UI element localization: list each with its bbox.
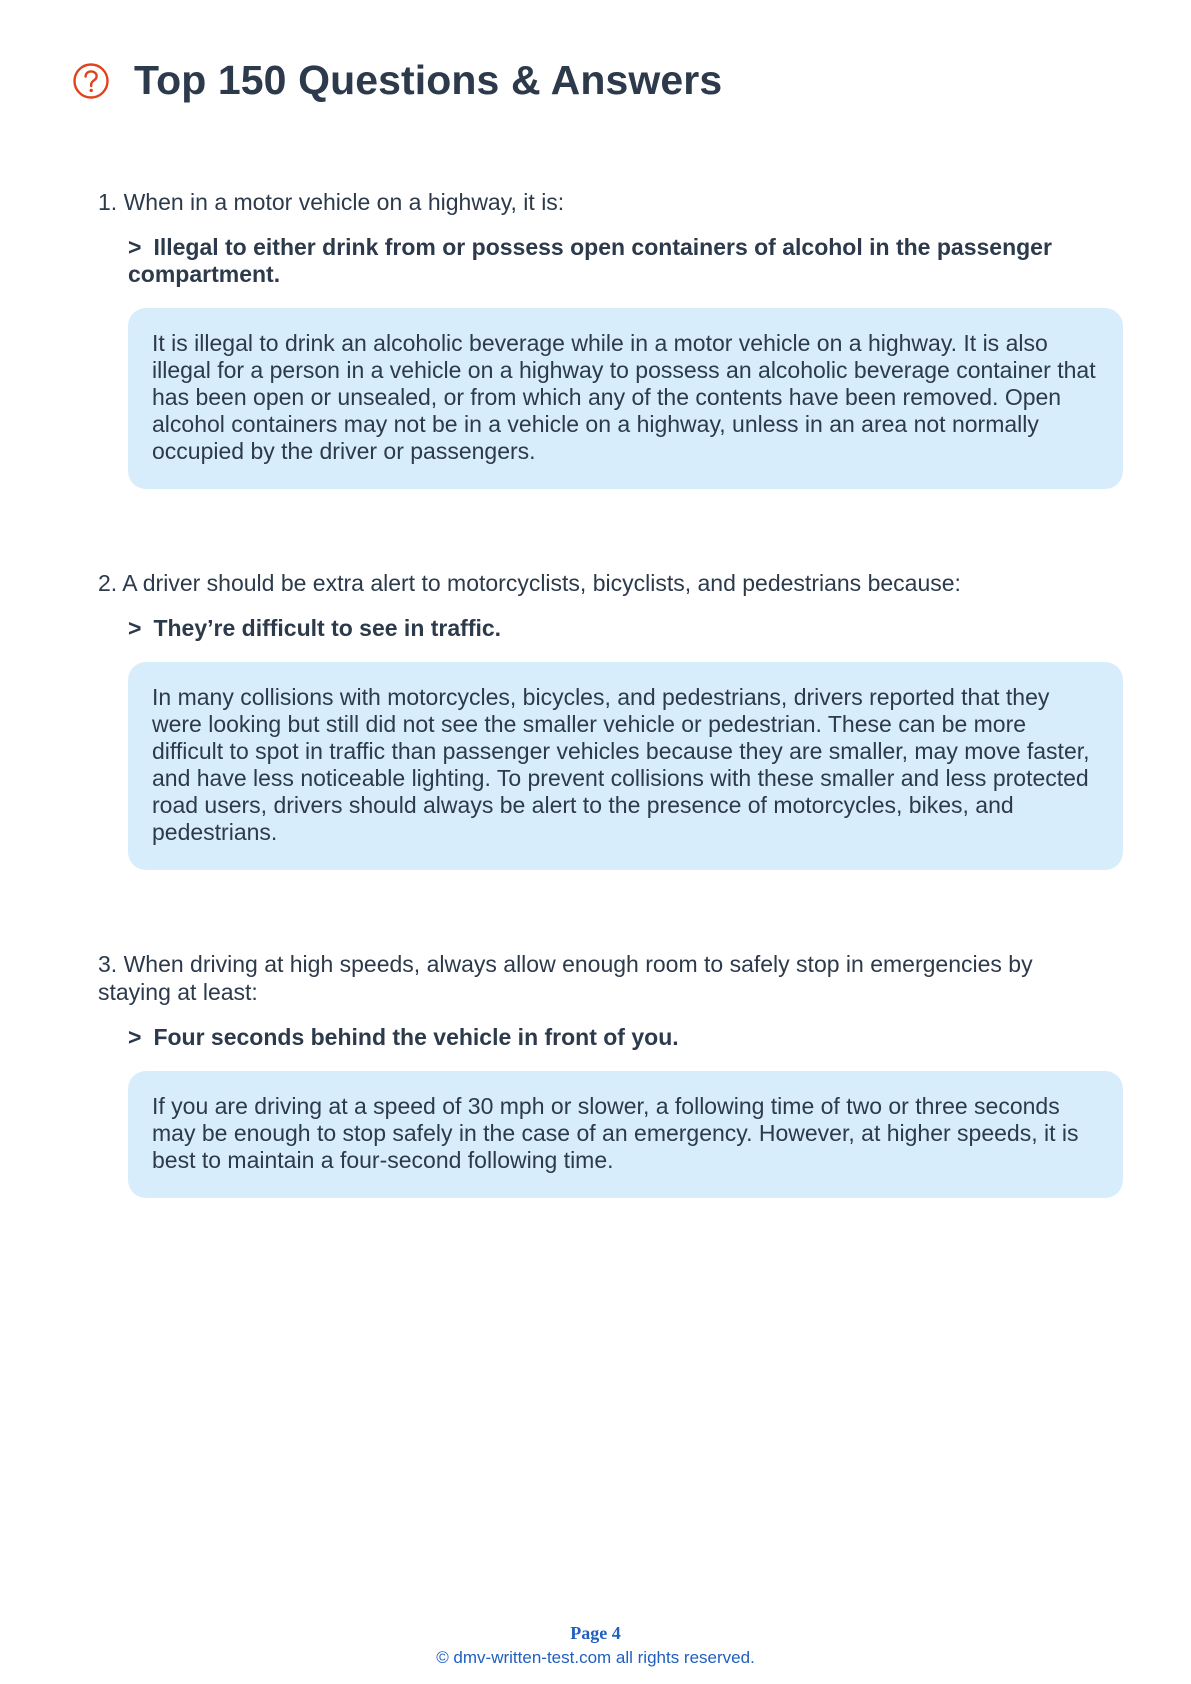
question-item <box>98 188 1123 489</box>
answer-marker: > <box>128 234 142 260</box>
question-text: 2. A driver should be extra alert to motorcyclists, bicyclists, and pedestrians because: <box>98 570 961 596</box>
answer-text: Four seconds behind the vehicle in front of you. <box>153 1024 679 1050</box>
question-text: 1. When in a motor vehicle on a highway, it is: <box>98 189 565 215</box>
question-text: 3. When driving at high speeds, always allow enough room to safely stop in emergencies by staying at least: <box>98 951 1033 1005</box>
page-number: Page 4 <box>570 1623 621 1643</box>
question-circle-icon <box>72 62 110 100</box>
explanation-box: In many collisions with motorcycles, bicycles, and pedestrians, drivers reported that they were looking but still did not see the smaller vehicle or pedestrian. These can be more difficult to spot in traffic than passenger vehicles because they are smaller, may move faster, and have less noticeable lighting. To prevent collisions with these smaller and less protected road users, drivers should always be alert to the presence of motorcycles, bikes, and pedestrians. <box>128 662 1123 870</box>
answer-text: They’re difficult to see in traffic. <box>153 615 502 641</box>
question-list <box>98 188 1123 1278</box>
explanation-box: It is illegal to drink an alcoholic beverage while in a motor vehicle on a highway. It is also illegal for a person in a vehicle on a highway to possess an alcoholic beverage container that has been open or unsealed, or from which any of the contents have been removed. Open alcohol containers may not be in a vehicle on a highway, unless in an area not normally occupied by the driver or passengers. <box>128 308 1123 489</box>
answer-marker: > <box>128 615 142 641</box>
page-header <box>72 57 723 103</box>
answer-marker: > <box>128 1024 142 1050</box>
question-item <box>98 950 1123 1198</box>
answer <box>128 615 1123 642</box>
explanation-box: If you are driving at a speed of 30 mph or slower, a following time of two or three seconds may be enough to stop safely in the case of an emergency. However, at higher speeds, it is best to maintain a four-second following time. <box>128 1071 1123 1198</box>
question-item <box>98 569 1123 870</box>
answer-text: Illegal to either drink from or possess open containers of alcohol in the passenger compartment. <box>128 234 1052 287</box>
page-footer <box>0 1622 1191 1670</box>
answer <box>128 1024 1123 1051</box>
answer <box>128 234 1123 288</box>
copyright-text: © dmv-written-test.com all rights reserved. <box>436 1648 755 1667</box>
page-title: Top 150 Questions & Answers <box>134 57 723 103</box>
